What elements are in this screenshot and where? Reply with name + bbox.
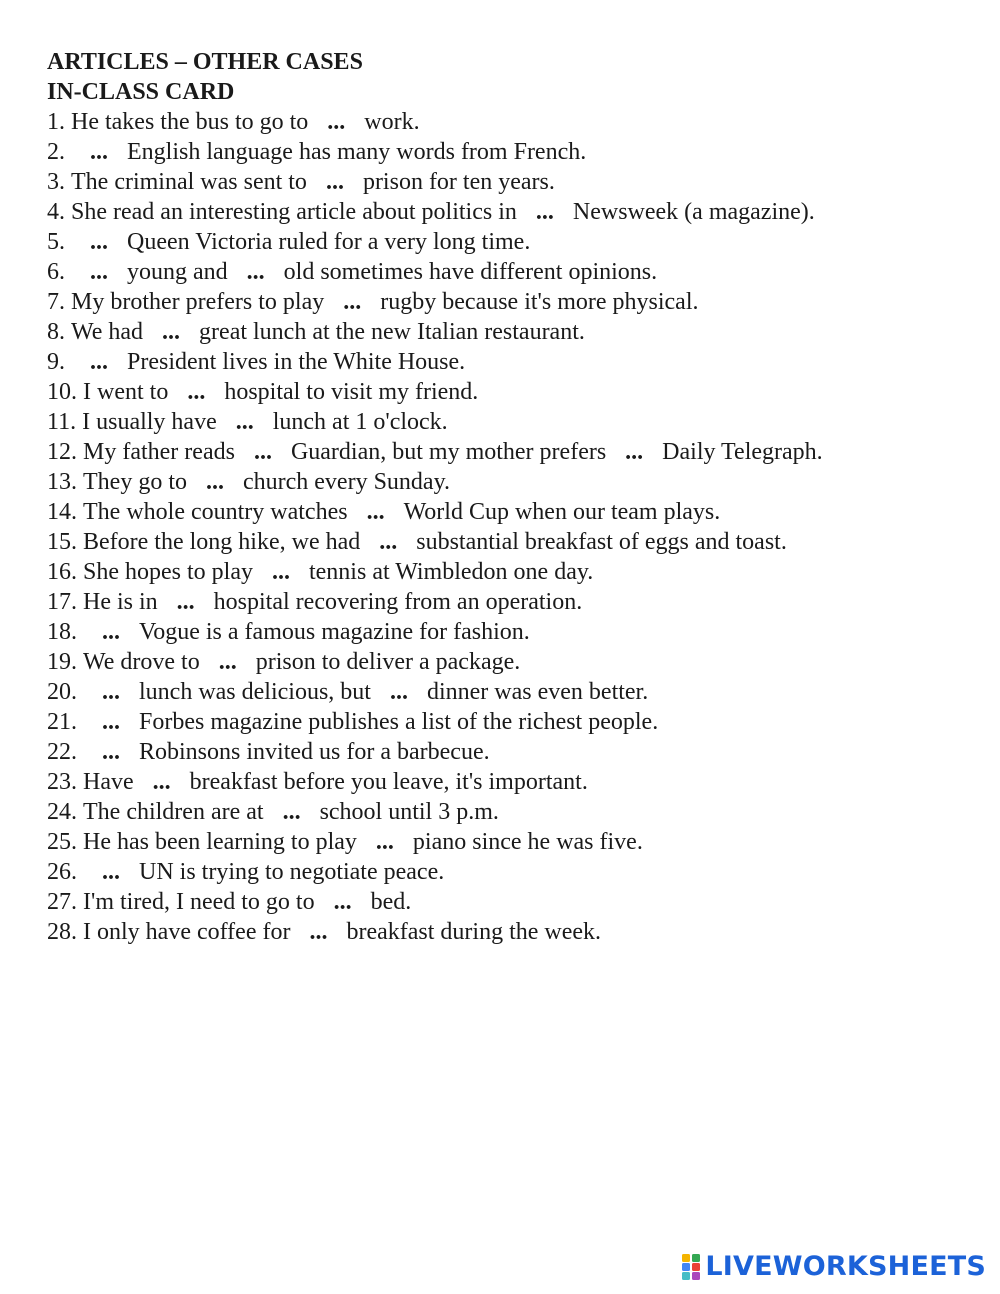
item-number: 28. [47,919,77,945]
item-number: 25. [47,829,77,855]
item-number: 11. [47,409,77,435]
sentence-text: Before the long hike, we had [83,529,361,555]
exercise-item [47,887,987,917]
answer-blank[interactable]: ... [218,649,237,675]
answer-blank[interactable]: ... [333,889,352,915]
item-number: 24. [47,799,77,825]
sentence-text: breakfast during the week. [346,919,602,945]
answer-blank[interactable]: ... [102,739,120,765]
exercise-list [47,107,987,947]
answer-blank[interactable]: ... [375,829,394,855]
item-number: 19. [47,649,77,675]
answer-blank[interactable]: ... [90,259,108,285]
answer-blank[interactable]: ... [90,139,108,165]
exercise-item [47,857,987,887]
item-number: 3. [47,169,65,195]
answer-blank[interactable]: ... [535,199,554,225]
item-number: 12. [47,439,77,465]
exercise-item [47,377,987,407]
sentence-text: young and [127,259,228,285]
exercise-item [47,227,987,257]
liveworksheets-logo-icon [681,1253,701,1281]
sentence-text: I went to [83,379,169,405]
exercise-item [47,677,987,707]
item-number: 2. [47,139,65,165]
liveworksheets-brand[interactable] [681,1251,986,1282]
sentence-text: work. [364,109,420,135]
item-number: 17. [47,589,77,615]
answer-blank[interactable]: ... [152,769,171,795]
sentence-text: My father reads [83,439,235,465]
sentence-text: lunch at 1 o'clock. [272,409,448,435]
sentence-text: church every Sunday. [242,469,451,495]
worksheet [47,47,987,947]
exercise-item [47,917,987,947]
sentence-text: I only have coffee for [83,919,291,945]
exercise-item [47,167,987,197]
sentence-text: Guardian, but my mother prefers [290,439,607,465]
sentence-text: rugby because it's more physical. [380,289,699,315]
item-number: 5. [47,229,65,255]
brand-name: LIVEWORKSHEETS [705,1251,986,1282]
sentence-text: Robinsons invited us for a barbecue. [139,739,490,765]
item-number: 10. [47,379,77,405]
answer-blank[interactable]: ... [246,259,265,285]
answer-blank[interactable]: ... [90,229,108,255]
answer-blank[interactable]: ... [271,559,290,585]
exercise-item [47,137,987,167]
sentence-text: He has been learning to play [83,829,357,855]
exercise-item [47,827,987,857]
sentence-text: Have [83,769,134,795]
item-number: 20. [47,679,77,705]
answer-blank[interactable]: ... [366,499,385,525]
exercise-item [47,317,987,347]
item-number: 21. [47,709,77,735]
item-number: 9. [47,349,65,375]
item-number: 7. [47,289,65,315]
item-number: 14. [47,499,77,525]
sentence-text: school until 3 p.m. [319,799,499,825]
answer-blank[interactable]: ... [102,859,120,885]
exercise-item [47,197,987,227]
answer-blank[interactable]: ... [235,409,254,435]
answer-blank[interactable]: ... [187,379,206,405]
item-number: 15. [47,529,77,555]
item-number: 13. [47,469,77,495]
sentence-text: My brother prefers to play [71,289,325,315]
sentence-text: President lives in the White House. [127,349,466,375]
answer-blank[interactable]: ... [309,919,328,945]
sentence-text: I usually have [82,409,217,435]
sentence-text: We had [71,319,144,345]
exercise-item [47,407,987,437]
item-number: 1. [47,109,65,135]
answer-blank[interactable]: ... [162,319,181,345]
answer-blank[interactable]: ... [176,589,195,615]
exercise-item [47,797,987,827]
exercise-item [47,257,987,287]
answer-blank[interactable]: ... [379,529,398,555]
sentence-text: great lunch at the new Italian restaurant. [199,319,585,345]
sentence-text: World Cup when our team plays. [403,499,721,525]
exercise-item [47,707,987,737]
sentence-text: I'm tired, I need to go to [83,889,315,915]
item-number: 22. [47,739,77,765]
sentence-text: Newsweek (a magazine). [572,199,815,225]
sentence-text: bed. [370,889,412,915]
sentence-text: lunch was delicious, but [139,679,371,705]
exercise-item [47,737,987,767]
exercise-item [47,347,987,377]
sentence-text: substantial breakfast of eggs and toast. [416,529,787,555]
answer-blank[interactable]: ... [102,709,120,735]
sentence-text: dinner was even better. [426,679,649,705]
item-number: 18. [47,619,77,645]
sentence-text: He is in [83,589,158,615]
item-number: 4. [47,199,65,225]
sentence-text: He takes the bus to go to [71,109,309,135]
answer-blank[interactable]: ... [282,799,301,825]
exercise-item [47,437,987,467]
exercise-item [47,287,987,317]
sentence-text: She read an interesting article about politics in [71,199,517,225]
sentence-text: Vogue is a famous magazine for fashion. [139,619,530,645]
answer-blank[interactable]: ... [343,289,362,315]
sentence-text: prison to deliver a package. [255,649,521,675]
worksheet-title: ARTICLES – OTHER CASES [47,49,363,75]
exercise-item [47,587,987,617]
sentence-text: piano since he was five. [412,829,643,855]
exercise-item [47,527,987,557]
item-number: 26. [47,859,77,885]
item-number: 23. [47,769,77,795]
answer-blank[interactable]: ... [389,679,408,705]
sentence-text: Queen Victoria ruled for a very long time. [127,229,531,255]
exercise-item [47,557,987,587]
sentence-text: She hopes to play [83,559,253,585]
sentence-text: The children are at [83,799,264,825]
sentence-text: old sometimes have different opinions. [283,259,658,285]
answer-blank[interactable]: ... [102,619,120,645]
sentence-text: prison for ten years. [362,169,555,195]
exercise-item [47,647,987,677]
answer-blank[interactable]: ... [90,349,108,375]
sentence-text: English language has many words from French. [127,139,587,165]
item-number: 6. [47,259,65,285]
exercise-item [47,767,987,797]
item-number: 27. [47,889,77,915]
sentence-text: Forbes magazine publishes a list of the richest people. [139,709,659,735]
exercise-item [47,467,987,497]
sentence-text: The whole country watches [83,499,348,525]
exercise-item [47,107,987,137]
answer-blank[interactable]: ... [625,439,644,465]
sentence-text: They go to [83,469,187,495]
sentence-text: hospital to visit my friend. [224,379,479,405]
exercise-item [47,497,987,527]
sentence-text: We drove to [83,649,200,675]
sentence-text: tennis at Wimbledon one day. [308,559,594,585]
item-number: 16. [47,559,77,585]
worksheet-subtitle: IN-CLASS CARD [47,79,235,105]
sentence-text: Daily Telegraph. [662,439,823,465]
answer-blank[interactable]: ... [327,109,346,135]
sentence-text: breakfast before you leave, it's important. [189,769,588,795]
exercise-item [47,617,987,647]
sentence-text: UN is trying to negotiate peace. [139,859,445,885]
answer-blank[interactable]: ... [253,439,272,465]
answer-blank[interactable]: ... [205,469,224,495]
item-number: 8. [47,319,65,345]
sentence-text: The criminal was sent to [71,169,307,195]
answer-blank[interactable]: ... [102,679,120,705]
answer-blank[interactable]: ... [325,169,344,195]
sentence-text: hospital recovering from an operation. [213,589,583,615]
